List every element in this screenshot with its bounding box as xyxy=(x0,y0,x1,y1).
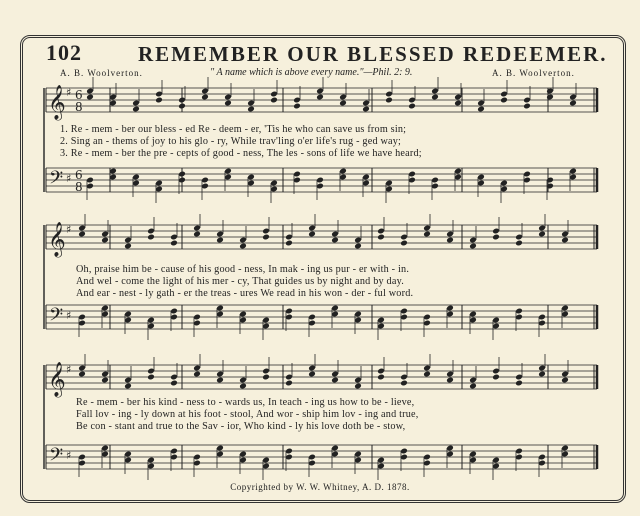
note-head xyxy=(247,106,255,113)
note-head xyxy=(446,237,454,244)
lyric-s1-verse3: 3. Re - mem - ber the pre - cepts of good - ness, The les - sons of life we have heard; xyxy=(60,148,422,159)
time-signature-numerator: 6 xyxy=(75,88,83,102)
note-head xyxy=(362,106,370,113)
lyric-s1-verse2: 2. Sing an - thems of joy to his glo - ry, While trav'ling o'er life's rug - ged way; xyxy=(60,136,402,147)
note-head xyxy=(354,383,362,390)
bass-clef: 𝄢 xyxy=(49,305,64,330)
key-signature-sharp: ♯ xyxy=(66,309,72,322)
lyric-s3-verse3: Be con - stant and true to the Sav - ior, Who kind - ly his love doth be - stow, xyxy=(76,421,406,432)
note-head xyxy=(262,234,270,241)
note-head xyxy=(339,100,347,107)
note-head xyxy=(201,94,209,101)
note-head xyxy=(515,240,523,247)
note-head xyxy=(147,374,155,381)
key-signature-sharp: ♯ xyxy=(66,172,72,185)
lyricist-credit: A. B. Woolverton. xyxy=(60,68,143,78)
note-head xyxy=(270,97,278,104)
bass-clef: 𝄢 xyxy=(49,168,64,193)
note-head xyxy=(155,97,163,104)
note-head xyxy=(546,94,554,101)
note-head xyxy=(446,377,454,384)
lyric-s2-verse3: And ear - nest - ly gath - er the treas - ures We read in his won - der - ful word. xyxy=(76,288,414,299)
treble-clef: 𝄞 xyxy=(48,85,66,120)
note-head xyxy=(239,383,247,390)
note-head xyxy=(469,383,477,390)
note-head xyxy=(538,231,546,238)
note-head xyxy=(262,374,270,381)
hymn-title: REMEMBER OUR BLESSED REDEEMER. xyxy=(138,42,608,66)
composer-credit: A. B. Woolverton. xyxy=(492,68,575,78)
note-head xyxy=(124,243,132,250)
bass-clef: 𝄢 xyxy=(49,445,64,470)
note-head xyxy=(561,377,569,384)
note-head xyxy=(377,374,385,381)
note-head xyxy=(454,100,462,107)
note-head xyxy=(538,371,546,378)
note-head xyxy=(400,240,408,247)
note-head xyxy=(124,383,132,390)
note-head xyxy=(408,103,416,110)
note-head xyxy=(101,377,109,384)
hymn-number: 102 xyxy=(46,40,82,65)
note-head xyxy=(431,94,439,101)
lyric-s1-verse1: 1. Re - mem - ber our bless - ed Re - deem - er, 'Tis he who can save us from sin; xyxy=(60,124,407,135)
treble-clef: 𝄞 xyxy=(48,222,66,257)
time-signature-denominator: 8 xyxy=(75,180,83,194)
note-head xyxy=(170,240,178,247)
note-head xyxy=(423,231,431,238)
key-signature-sharp: ♯ xyxy=(66,363,72,376)
note-head xyxy=(132,106,140,113)
note-head xyxy=(385,97,393,104)
note-head xyxy=(308,371,316,378)
note-head xyxy=(316,94,324,101)
note-head xyxy=(492,234,500,241)
note-head xyxy=(78,371,86,378)
note-head xyxy=(561,237,569,244)
note-head xyxy=(477,106,485,113)
note-head xyxy=(331,237,339,244)
note-head xyxy=(377,234,385,241)
copyright-notice: Copyrighted by W. W. Whitney, A. D. 1878. xyxy=(230,482,410,492)
note-head xyxy=(78,231,86,238)
time-signature-denominator: 8 xyxy=(75,100,83,114)
note-head xyxy=(523,103,531,110)
note-head xyxy=(239,243,247,250)
note-head xyxy=(354,243,362,250)
note-head xyxy=(500,97,508,104)
note-head xyxy=(193,231,201,238)
note-head xyxy=(216,377,224,384)
note-head xyxy=(569,100,577,107)
note-head xyxy=(193,371,201,378)
note-head xyxy=(469,243,477,250)
note-head xyxy=(285,240,293,247)
lyric-s2-verse2: And wel - come the light of his mer - cy, That guides us by night and by day. xyxy=(76,276,404,287)
key-signature-sharp: ♯ xyxy=(66,223,72,236)
note-head xyxy=(101,237,109,244)
note-head xyxy=(492,374,500,381)
lyric-s3-verse1: Re - mem - ber his kind - ness to - wards us, In teach - ing us how to be - lieve, xyxy=(76,397,415,408)
note-head xyxy=(515,380,523,387)
note-head xyxy=(293,103,301,110)
key-signature-sharp: ♯ xyxy=(66,449,72,462)
lyric-s3-verse2: Fall lov - ing - ly down at his foot - stool, And wor - ship him lov - ing and true, xyxy=(76,409,419,420)
treble-clef: 𝄞 xyxy=(48,362,66,397)
note-head xyxy=(147,234,155,241)
time-signature-numerator: 6 xyxy=(75,168,83,182)
scripture-reference: " A name which is above every name."—Phil. 2: 9. xyxy=(210,67,413,78)
note-head xyxy=(331,377,339,384)
note-head xyxy=(86,94,94,101)
note-head xyxy=(285,380,293,387)
note-head xyxy=(216,237,224,244)
lyric-s2-verse1: Oh, praise him be - cause of his good - ness, In mak - ing us pur - er with - in. xyxy=(76,264,410,275)
note-head xyxy=(224,100,232,107)
note-head xyxy=(308,231,316,238)
note-head xyxy=(400,380,408,387)
note-head xyxy=(178,103,186,110)
note-head xyxy=(423,371,431,378)
key-signature-sharp: ♯ xyxy=(66,86,72,99)
note-head xyxy=(170,380,178,387)
